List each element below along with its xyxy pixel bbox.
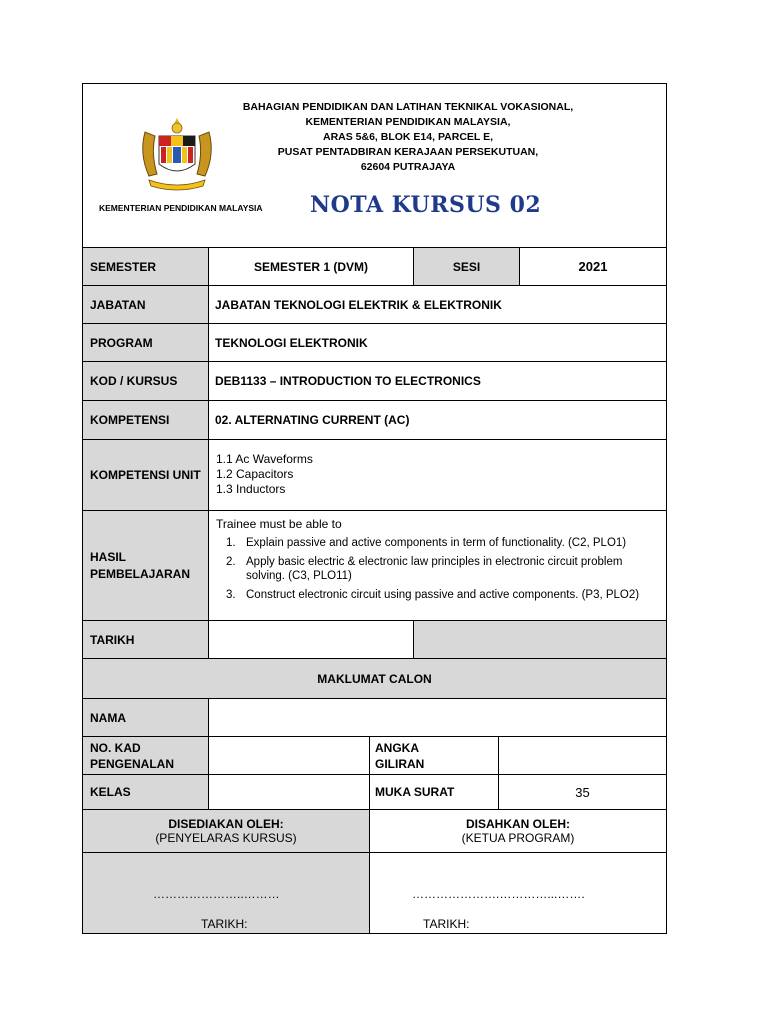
- hasil-label-line: HASIL: [90, 549, 126, 564]
- kad-label-line: NO. KAD: [90, 740, 141, 755]
- jabatan-label: JABATAN: [82, 285, 209, 324]
- no-kad-pengenalan-label: [82, 736, 209, 775]
- nama-label: NAMA: [82, 698, 209, 737]
- hasil-label-line: PEMBELAJARAN: [90, 566, 191, 581]
- learning-outcomes-list: [216, 536, 658, 602]
- header-line: BAHAGIAN PENDIDIKAN DAN LATIHAN TEKNIKAL VOKASIONAL,: [242, 101, 574, 113]
- signature-area-right[interactable]: [369, 852, 667, 934]
- header-line: ARAS 5&6, BLOK E14, PARCEL E,: [323, 131, 493, 143]
- item-number: 1.: [226, 537, 236, 549]
- disahkan-title: DISAHKAN OLEH:: [466, 817, 570, 831]
- header-line: KEMENTERIAN PENDIDIKAN MALAYSIA,: [305, 116, 511, 128]
- angka-label-line: GILIRAN: [375, 756, 425, 771]
- item-text: Construct electronic circuit using passive and active components. (P3, PLO2): [246, 589, 640, 601]
- unit-item: 1.1 Ac Waveforms: [216, 452, 313, 466]
- tarikh-field[interactable]: [208, 620, 414, 659]
- kompetensi-unit-list: [208, 439, 667, 511]
- tarikh-label: TARIKH: [82, 620, 209, 659]
- header-address: [233, 100, 583, 175]
- item-number: 2.: [226, 556, 236, 568]
- unit-item: 1.2 Capacitors: [216, 467, 294, 481]
- kelas-field[interactable]: [208, 774, 370, 810]
- hasil-pembelajaran-content: [208, 510, 667, 621]
- list-item: [216, 555, 658, 583]
- disahkan-sub: (KETUA PROGRAM): [461, 831, 575, 845]
- tarikh-right-label: TARIKH:: [423, 917, 470, 931]
- course-note-form: [82, 83, 667, 934]
- kad-label-line: PENGENALAN: [90, 756, 175, 771]
- semester-value: SEMESTER 1 (DVM): [208, 247, 414, 286]
- program-label: PROGRAM: [82, 323, 209, 362]
- header-section: [82, 83, 667, 248]
- signature-line: ………………….…………...…….: [412, 887, 585, 901]
- disediakan-title: DISEDIAKAN OLEH:: [168, 817, 284, 831]
- angka-label-line: ANGKA: [375, 740, 419, 755]
- sesi-label: SESI: [413, 247, 520, 286]
- malaysia-coat-of-arms-icon: [135, 114, 219, 194]
- kompetensi-unit-label: KOMPETENSI UNIT: [82, 439, 209, 511]
- no-kad-pengenalan-field[interactable]: [208, 736, 370, 775]
- header-line: PUSAT PENTADBIRAN KERAJAAN PERSEKUTUAN,: [277, 146, 539, 158]
- hasil-pembelajaran-label: [82, 510, 209, 621]
- item-number: 3.: [226, 589, 236, 601]
- tarikh-shaded-cell: [413, 620, 667, 659]
- item-text: Apply basic electric & electronic law principles in electronic circuit problem solving. (C3, PLO11): [246, 556, 623, 582]
- page-title: NOTA KURSUS 02: [310, 192, 542, 218]
- jabatan-value: JABATAN TEKNOLOGI ELEKTRIK & ELEKTRONIK: [208, 285, 667, 324]
- maklumat-calon-heading: MAKLUMAT CALON: [82, 658, 667, 699]
- disediakan-sub: (PENYELARAS KURSUS): [155, 831, 297, 845]
- hasil-intro: Trainee must be able to: [216, 517, 342, 531]
- semester-label: SEMESTER: [82, 247, 209, 286]
- item-text: Explain passive and active components in term of functionality. (C2, PLO1): [246, 537, 627, 549]
- kompetensi-value: 02. ALTERNATING CURRENT (AC): [208, 400, 667, 440]
- kompetensi-label: KOMPETENSI: [82, 400, 209, 440]
- disahkan-oleh-heading: [369, 809, 667, 853]
- header-line: 62604 PUTRAJAYA: [360, 161, 456, 173]
- disediakan-oleh-heading: [82, 809, 370, 853]
- angka-giliran-field[interactable]: [498, 736, 667, 775]
- kod-kursus-label: KOD / KURSUS: [82, 361, 209, 401]
- muka-surat-label: MUKA SURAT: [369, 774, 499, 810]
- signature-area-left[interactable]: [82, 852, 370, 934]
- kod-kursus-value: DEB1133 – INTRODUCTION TO ELECTRONICS: [208, 361, 667, 401]
- list-item: [216, 536, 658, 550]
- sesi-value: 2021: [519, 247, 667, 286]
- list-item: [216, 588, 658, 602]
- ministry-label: KEMENTERIAN PENDIDIKAN MALAYSIA: [99, 203, 263, 213]
- angka-giliran-label: [369, 736, 499, 775]
- tarikh-left-label: TARIKH:: [201, 917, 248, 931]
- nama-field[interactable]: [208, 698, 667, 737]
- unit-item: 1.3 Inductors: [216, 482, 286, 496]
- signature-line: …………………..………: [153, 887, 280, 901]
- muka-surat-value: 35: [498, 774, 667, 810]
- program-value: TEKNOLOGI ELEKTRONIK: [208, 323, 667, 362]
- kelas-label: KELAS: [82, 774, 209, 810]
